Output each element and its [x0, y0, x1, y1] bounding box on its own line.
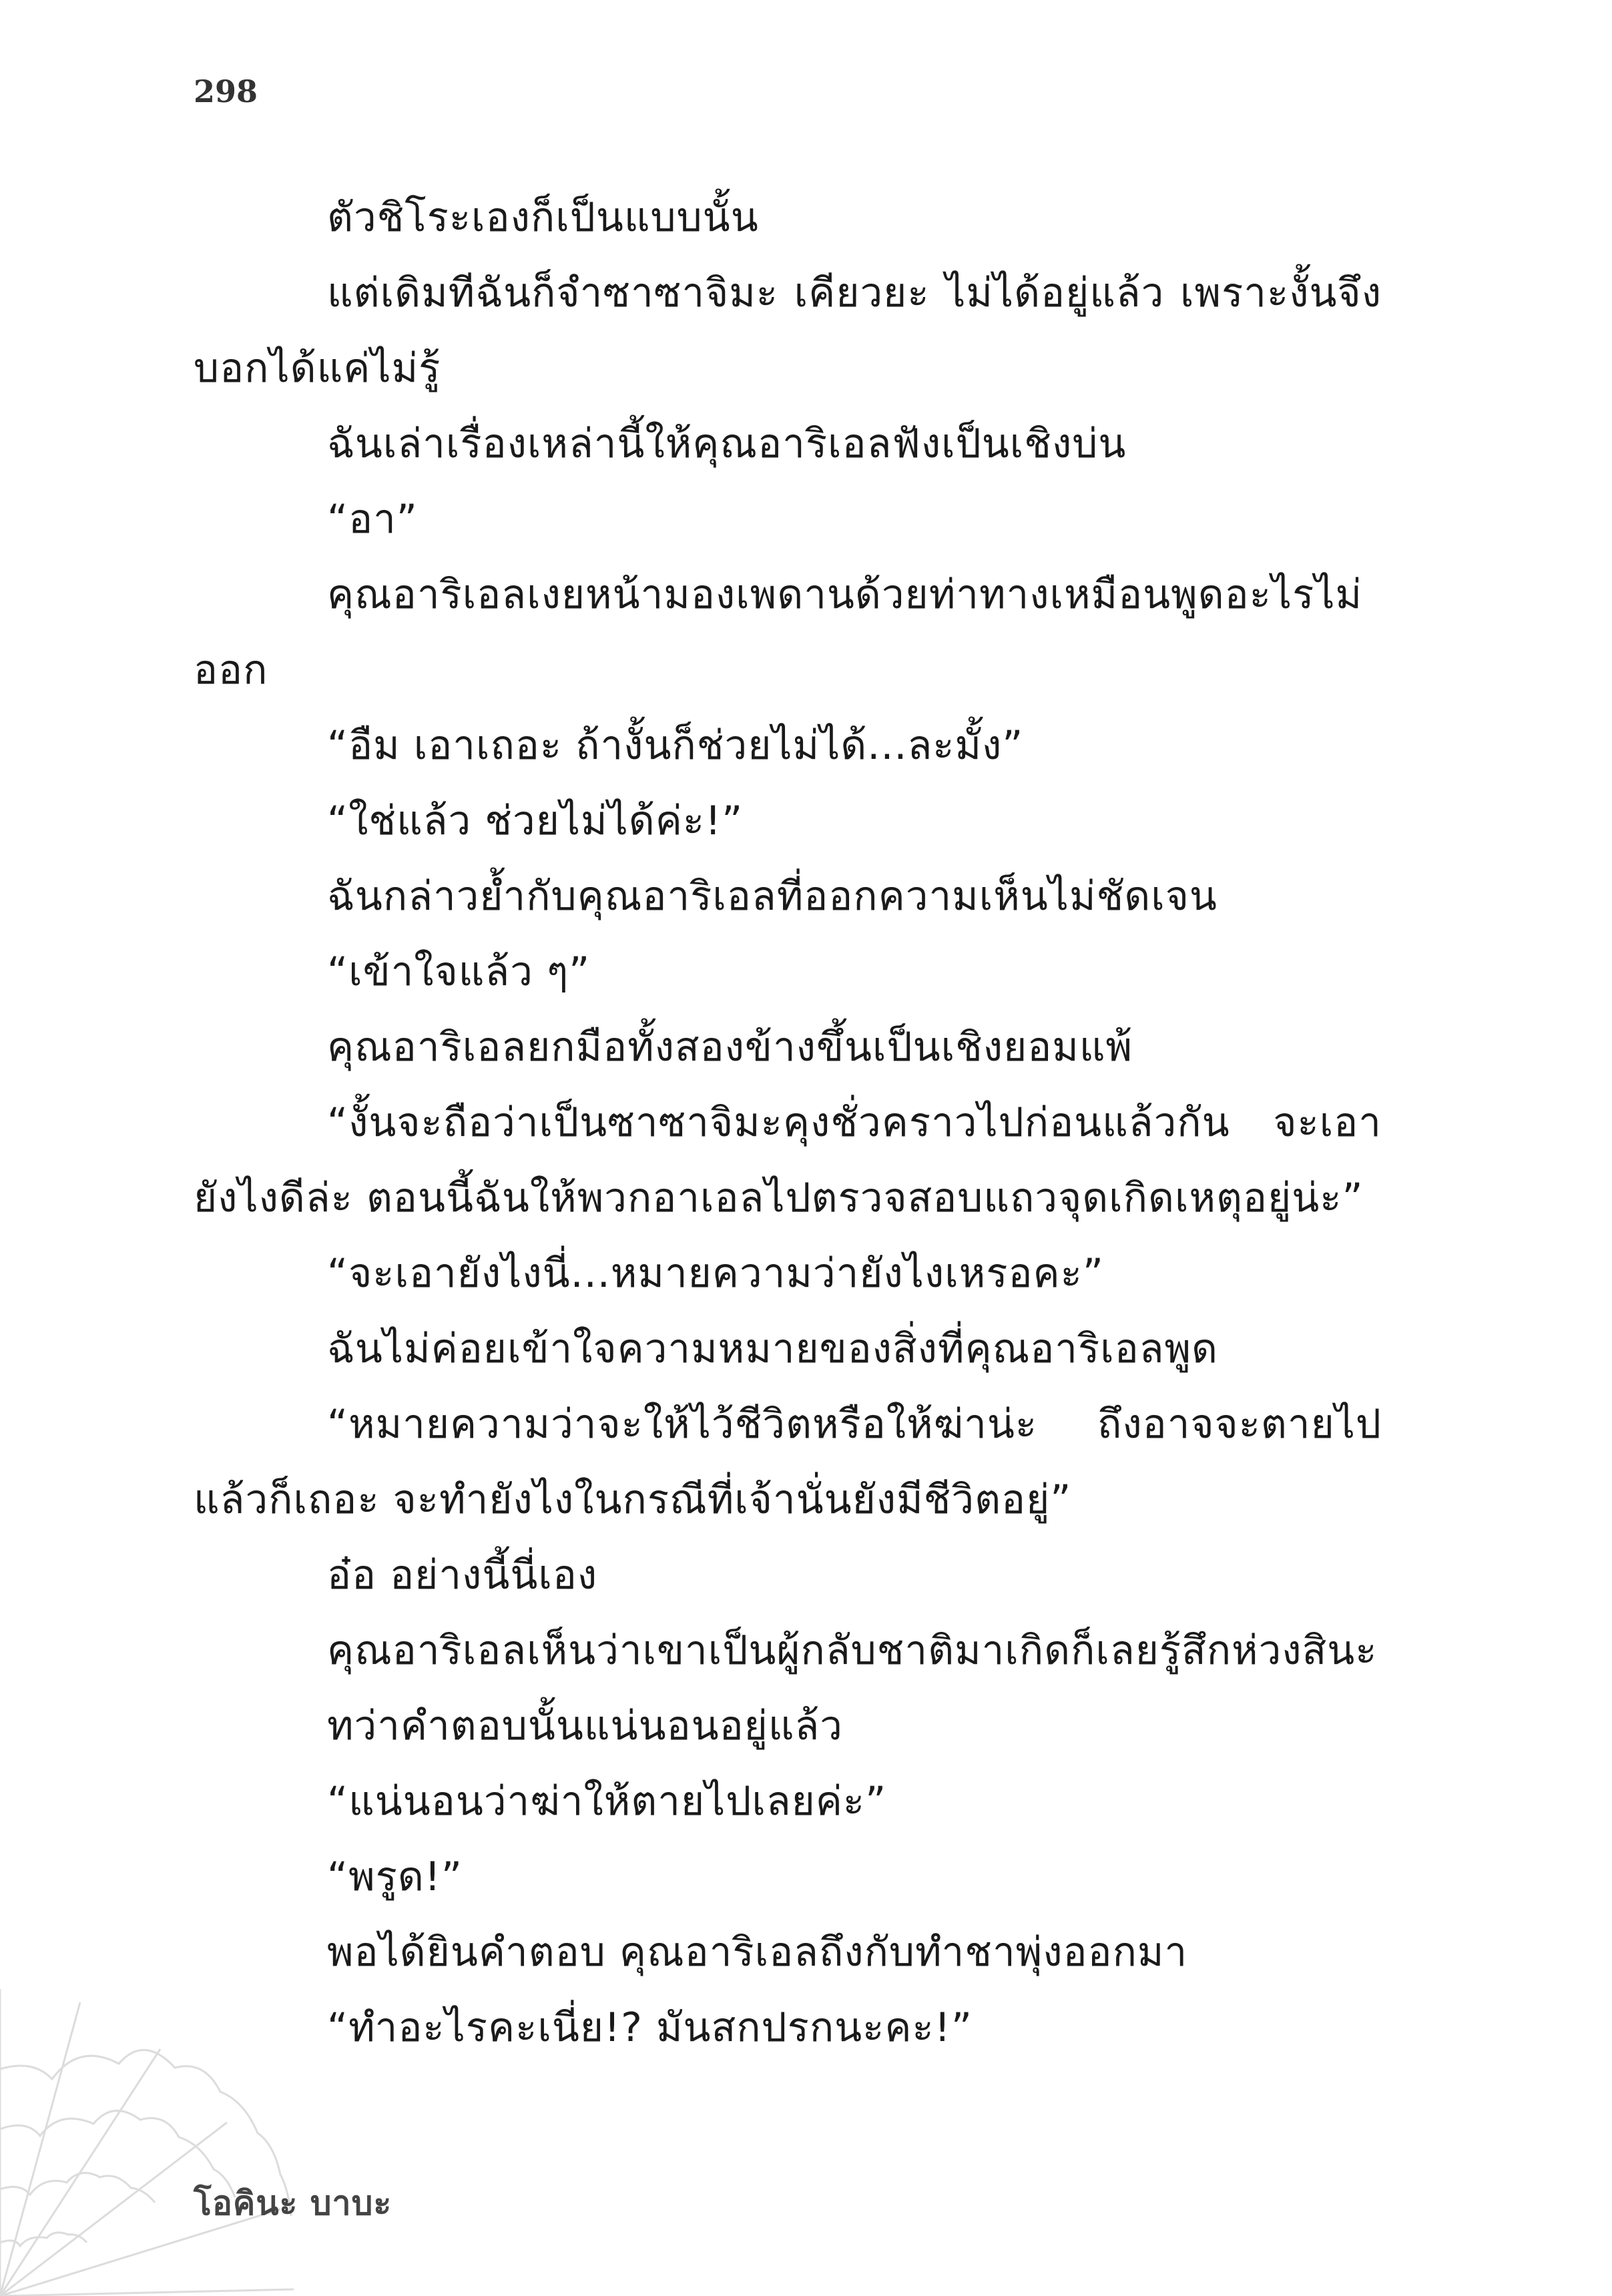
paragraph: “อา”	[327, 496, 418, 543]
paragraph: อ๋อ อย่างนี้นี่เอง	[327, 1552, 598, 1599]
paragraph: “แน่นอนว่าฆ่าให้ตายไปเลยค่ะ”	[327, 1778, 887, 1825]
spider-web-decoration	[0, 1949, 294, 2296]
body-text	[194, 180, 1382, 2066]
paragraph: ตัวชิโระเองก็เป็นแบบนั้น	[327, 194, 759, 241]
page-number: 298	[194, 73, 258, 109]
paragraph: “งั้นจะถือว่าเป็นซาซาจิมะคุงชั่วคราวไปก่อนแล้วกัน จะเอายังไงดีล่ะ ตอนนี้ฉันให้พวกอาเอลไปตรวจสอบแถวจุดเกิดเหตุอยู่น่ะ”	[194, 1099, 1382, 1221]
paragraph: คุณอาริเอลยกมือทั้งสองข้างขึ้นเป็นเชิงยอมแพ้	[327, 1024, 1133, 1071]
paragraph: ฉันเล่าเรื่องเหล่านี้ให้คุณอาริเอลฟังเป็นเชิงบ่น	[327, 420, 1127, 467]
paragraph: “จะเอายังไงนี่...หมายความว่ายังไงเหรอคะ”	[327, 1250, 1104, 1297]
paragraph: “เข้าใจแล้ว ๆ”	[327, 948, 591, 995]
paragraph: ทว่าคำตอบนั้นแน่นอนอยู่แล้ว	[327, 1703, 843, 1749]
paragraph: พอได้ยินคำตอบ คุณอาริเอลถึงกับทำชาพุ่งออกมา	[327, 1929, 1188, 1976]
paragraph: แต่เดิมทีฉันก็จำซาซาจิมะ เคียวยะ ไม่ได้อยู่แล้ว เพราะงั้นจึงบอกได้แค่ไม่รู้	[194, 270, 1382, 392]
paragraph: “พรูด!”	[327, 1853, 463, 1900]
paragraph: “หมายความว่าจะให้ไว้ชีวิตหรือให้ฆ่าน่ะ ถึงอาจจะตายไปแล้วก็เถอะ จะทำยังไงในกรณีที่เจ้านั่นยังมีชีวิตอยู่”	[194, 1401, 1382, 1523]
paragraph: “ทำอะไรคะเนี่ย!? มันสกปรกนะคะ!”	[327, 2004, 973, 2051]
book-title-footer: โอคินะ บาบะ	[194, 2184, 392, 2223]
paragraph: คุณอาริเอลเห็นว่าเขาเป็นผู้กลับชาติมาเกิดก็เลยรู้สึกห่วงสินะ	[327, 1627, 1378, 1674]
paragraph: “อืม เอาเถอะ ถ้างั้นก็ช่วยไม่ได้...ละมั้ง”	[327, 722, 1024, 769]
paragraph: คุณอาริเอลเงยหน้ามองเพดานด้วยท่าทางเหมือนพูดอะไรไม่ออก	[194, 571, 1363, 693]
paragraph: ฉันกล่าวย้ำกับคุณอาริเอลที่ออกความเห็นไม่ชัดเจน	[327, 873, 1218, 920]
paragraph: “ใช่แล้ว ช่วยไม่ได้ค่ะ!”	[327, 798, 744, 844]
paragraph: ฉันไม่ค่อยเข้าใจความหมายของสิ่งที่คุณอาริเอลพูด	[327, 1326, 1219, 1372]
